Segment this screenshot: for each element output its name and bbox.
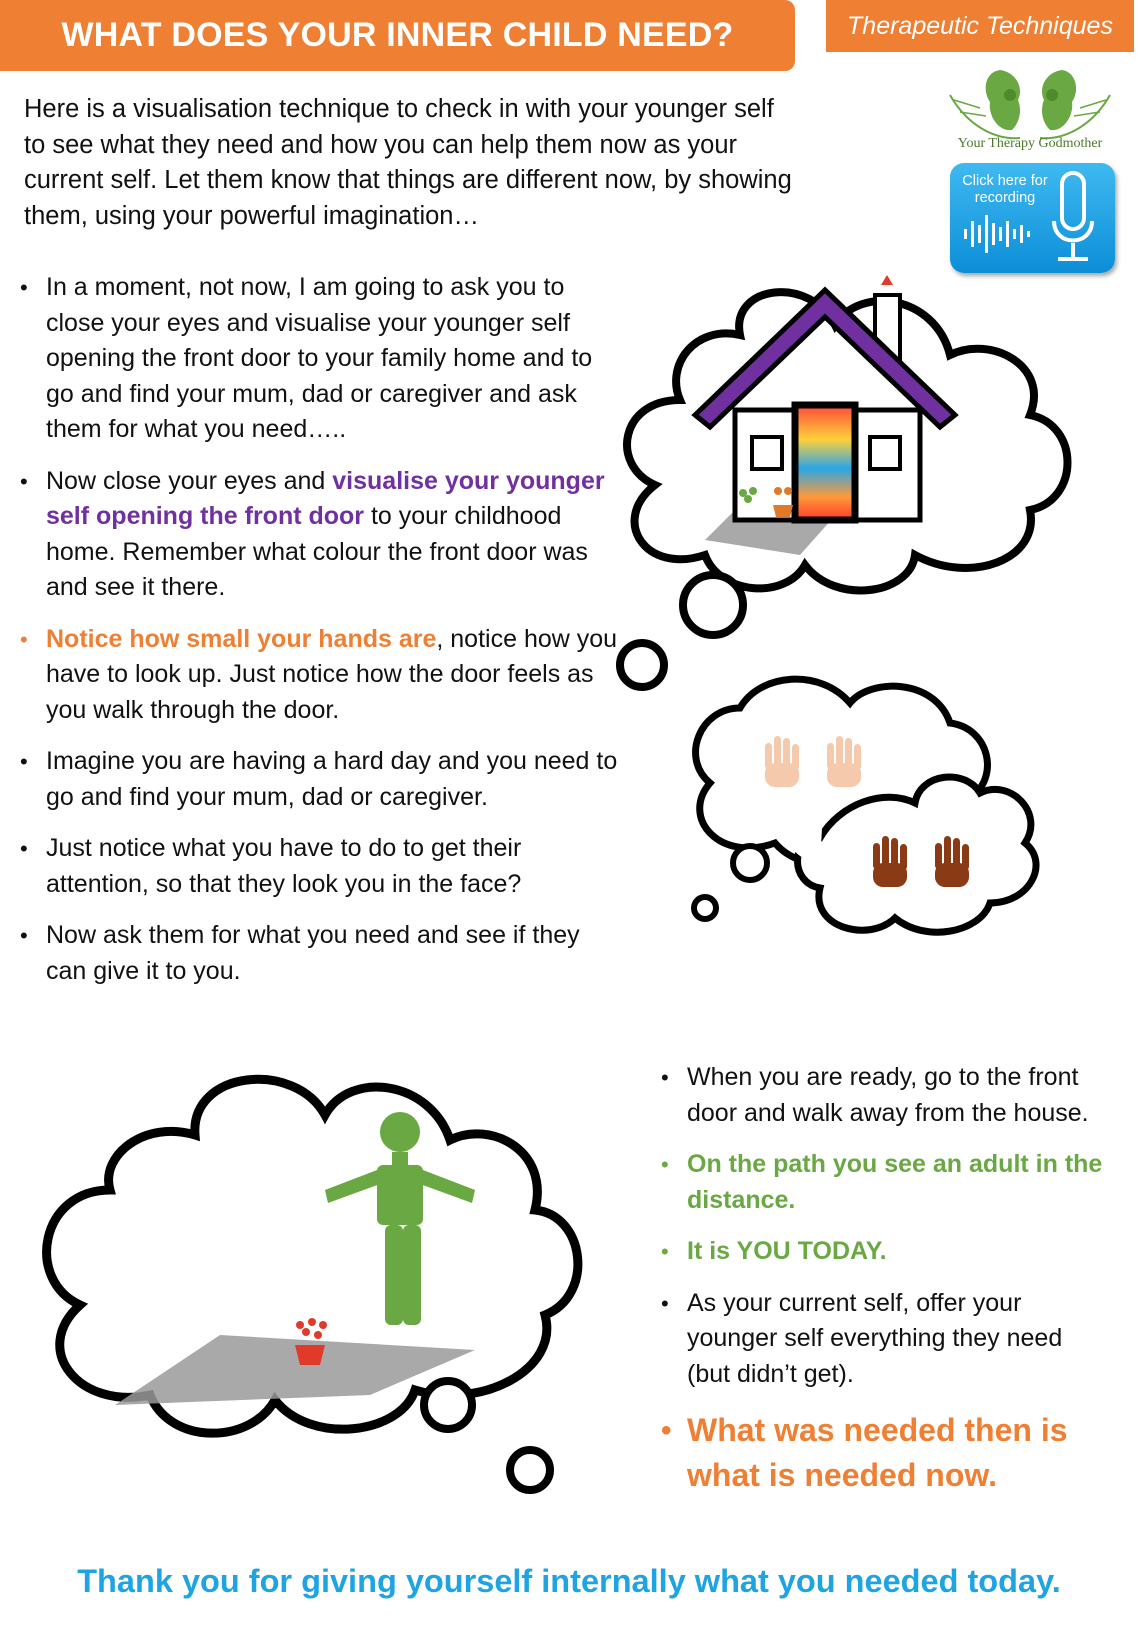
step-text: When you are ready, go to the front door and walk away from the house. bbox=[687, 1063, 1089, 1127]
list-item: • As your current self, offer your younger self everything they need (but didn’t get). bbox=[661, 1288, 1063, 1388]
step-text: Imagine you are having a hard day and you need to go and find your mum, dad or caregiver. bbox=[46, 747, 618, 811]
list-item: • Now close your eyes and visualise your younger self opening the front door to your childhood home. Remember what colour the front door was and see it there. bbox=[20, 466, 605, 601]
list-item: • Now ask them for what you need and see if they can give it to you. bbox=[20, 921, 580, 985]
hands-illustration bbox=[680, 668, 1090, 988]
step-suffix: to your childhood home. Remember what colour the front door was and see it there. bbox=[46, 502, 588, 601]
page-title: WHAT DOES YOUR INNER CHILD NEED? bbox=[61, 16, 734, 54]
logo-text: Your Therapy Godmother bbox=[957, 136, 1103, 151]
list-item: • In a moment, not now, I am going to ask you to close your eyes and visualise your younger self opening the front door to your family home and to go and find your mum, dad or caregiver and ask them for what you need….. bbox=[20, 273, 593, 443]
step-text: As your current self, offer your younger self everything they need (but didn’t get). bbox=[687, 1288, 1063, 1388]
step-suffix: , notice how you have to look up. Just notice how the door feels as you walk through the door. bbox=[46, 624, 618, 724]
intro-paragraph: Here is a visualisation technique to check in with your younger self to see what they need and how you can help them now as your current self. Let them know that things are different now, by showing them, using your powerful imagination… bbox=[24, 95, 792, 230]
title-banner bbox=[0, 0, 795, 71]
child-figure-illustration bbox=[20, 1060, 600, 1540]
house-illustration bbox=[610, 255, 1130, 715]
step-text: It is YOU TODAY. bbox=[687, 1237, 887, 1265]
category-tag-label: Therapeutic Techniques bbox=[847, 11, 1113, 40]
step-prefix: Now close your eyes and bbox=[46, 466, 333, 495]
recording-button-label: Click here for recording bbox=[962, 173, 1048, 206]
list-item: • What was needed then is what is needed now. bbox=[661, 1412, 1068, 1493]
step-text: Just notice what you have to do to get their attention, so that they look you in the face? bbox=[46, 834, 522, 898]
step-highlight: visualise your younger self opening the front door bbox=[46, 466, 605, 530]
step-text: In a moment, not now, I am going to ask you to close your eyes and visualise your younger self opening the front door to your family home and to go and find your mum, dad or caregiver and ask them for what you need….. bbox=[46, 273, 593, 443]
step-text: Now ask them for what you need and see if they can give it to you. bbox=[46, 921, 580, 985]
list-item: • It is YOU TODAY. bbox=[661, 1237, 887, 1265]
list-item: • Notice how small your hands are, notice how you have to look up. Just notice how the door feels as you walk through the door. bbox=[20, 624, 618, 724]
list-item: • On the path you see an adult in the distance. bbox=[661, 1150, 1103, 1214]
step-text: What was needed then is what is needed now. bbox=[687, 1412, 1068, 1493]
list-item: • Just notice what you have to do to get their attention, so that they look you in the face? bbox=[20, 834, 522, 898]
category-tag bbox=[826, 0, 1134, 52]
step-highlight: Notice how small your hands are bbox=[46, 624, 437, 653]
footer-message: Thank you for giving yourself internally what you needed today. bbox=[77, 1563, 1061, 1599]
steps-list-part2 bbox=[661, 1060, 1105, 1514]
steps-list-part1 bbox=[20, 270, 624, 1005]
list-item: • When you are ready, go to the front door and walk away from the house. bbox=[661, 1063, 1089, 1127]
step-text: On the path you see an adult in the distance. bbox=[687, 1150, 1103, 1214]
list-item: • Imagine you are having a hard day and you need to go and find your mum, dad or caregiver. bbox=[20, 747, 618, 811]
